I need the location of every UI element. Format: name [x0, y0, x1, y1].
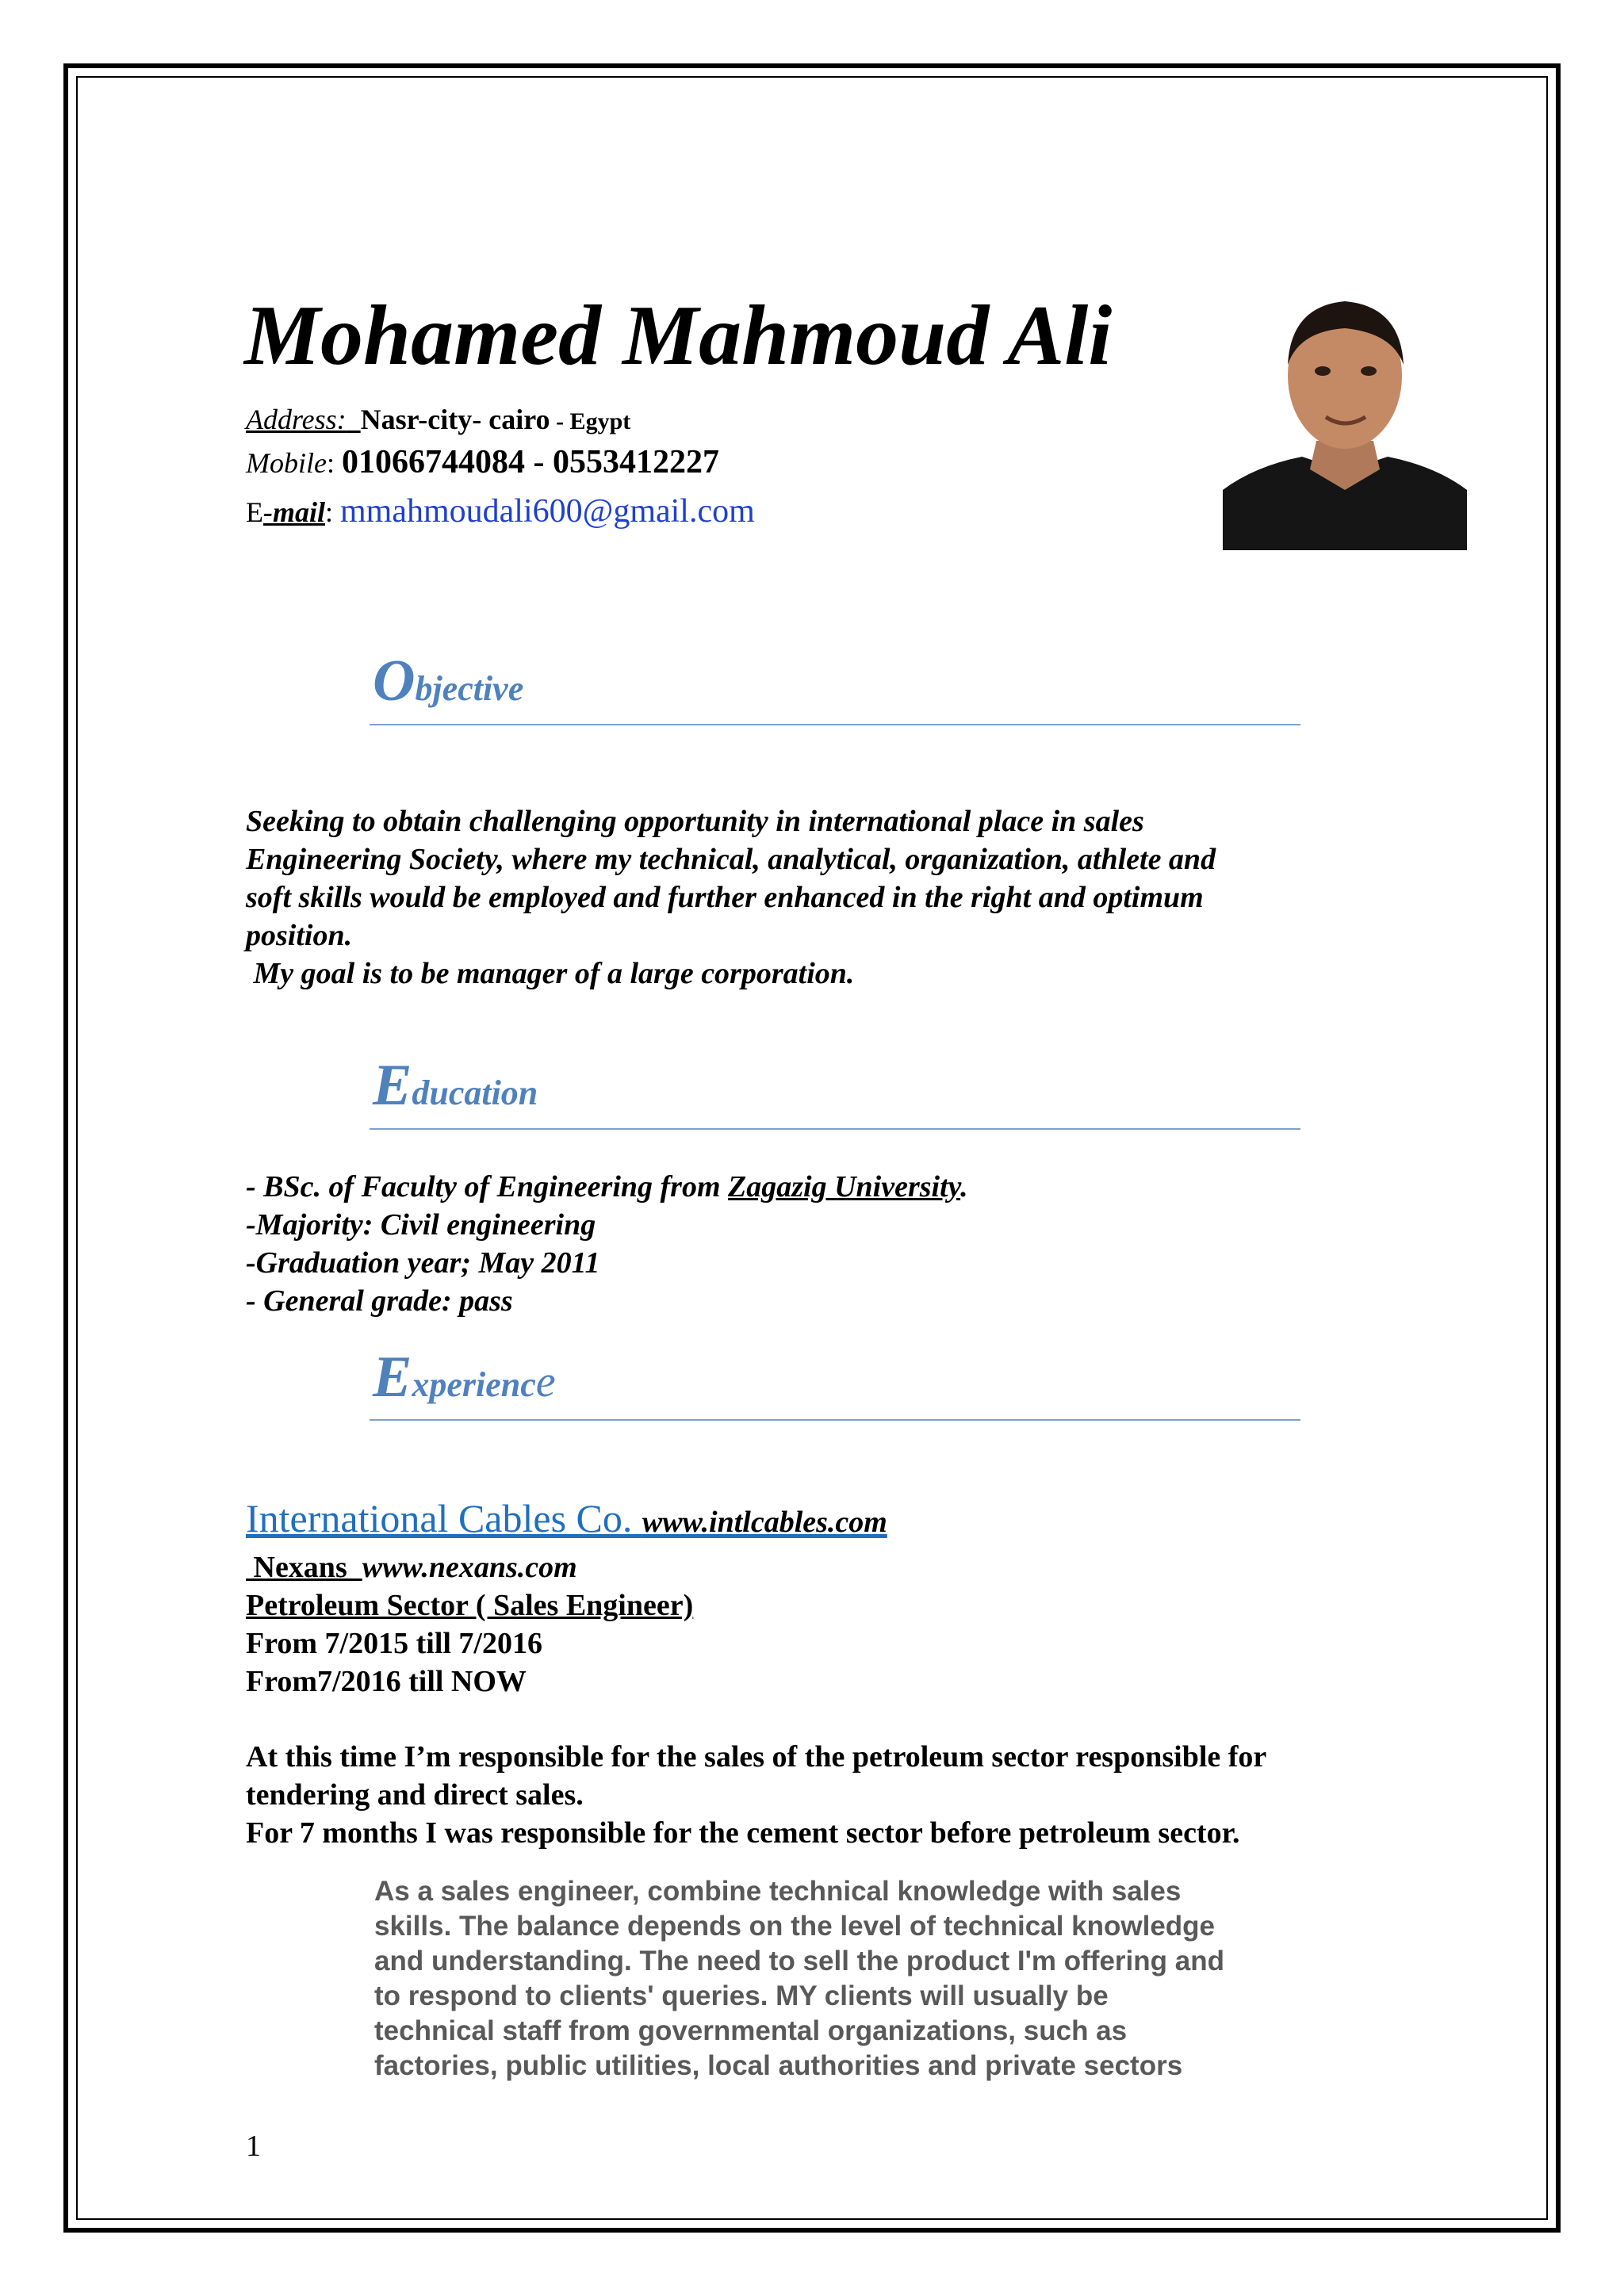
address-value: Nasr-city- cairo: [360, 404, 550, 435]
education-major: -Majority: Civil engineering: [246, 1208, 596, 1242]
experience-title-end: e: [535, 1357, 556, 1406]
section-title-experience: [373, 1345, 556, 1410]
email-label-prefix: E: [246, 496, 263, 528]
objective-line: Seeking to obtain challenging opportunity in international place in sales: [246, 805, 1144, 838]
address-line: [246, 403, 630, 437]
email-line: E-mail: mmahmoudali600@gmail.com: [246, 493, 755, 530]
detail-line: factories, public utilities, local authorities and private sectors: [374, 2050, 1183, 2081]
objective-line: soft skills would be employed and further enhanced in the right and optimum: [246, 881, 1204, 914]
candidate-name: Mohamed Mahmoud Ali: [244, 289, 1113, 383]
detail-line: skills. The balance depends on the level of technical knowledge: [374, 1911, 1216, 1942]
objective-line: Engineering Society, where my technical, analytical, organization, athlete and: [246, 843, 1216, 876]
section-title-education: [373, 1053, 538, 1118]
address-country: - Egypt: [550, 408, 631, 434]
objective-line: My goal is to be manager of a large corporation.: [246, 957, 855, 990]
education-graduation: -Graduation year; May 2011: [246, 1246, 600, 1280]
email-link[interactable]: mmahmoudali600@gmail.com: [340, 493, 755, 530]
experience-detail: [374, 1874, 1342, 2084]
education-title-cap: E: [373, 1053, 412, 1118]
company-line: [246, 1498, 887, 1538]
description-line: At this time I’m responsible for the sales of the petroleum sector responsible for: [246, 1740, 1267, 1774]
objective-text: [246, 802, 1216, 993]
objective-title-cap: O: [373, 649, 416, 714]
mobile-label: Mobile: [246, 447, 327, 479]
education-divider: [370, 1128, 1300, 1130]
description-line: tendering and direct sales.: [246, 1778, 584, 1812]
experience-title-rest: xperienc: [412, 1365, 536, 1404]
person-portrait-icon: [1223, 282, 1467, 550]
objective-divider: [370, 724, 1300, 725]
education-degree: - BSc. of Faculty of Engineering from Zagazig University.: [246, 1170, 968, 1203]
experience-description: [246, 1738, 1388, 1852]
company2-url[interactable]: www.nexans.com: [362, 1551, 577, 1584]
university-name: Zagazig University: [728, 1170, 961, 1203]
period-2: From7/2016 till NOW: [246, 1665, 527, 1698]
job-role: Petroleum Sector ( Sales Engineer): [246, 1589, 694, 1622]
detail-line: to respond to clients' queries. MY clients will usually be: [374, 1980, 1109, 2011]
description-line: For 7 months I was responsible for the cement sector before petroleum sector.: [246, 1816, 1240, 1850]
company2-line: [246, 1552, 577, 1582]
address-label: Address:: [246, 404, 347, 435]
detail-line: As a sales engineer, combine technical knowledge with sales: [374, 1876, 1182, 1907]
period-1: From 7/2015 till 7/2016: [246, 1627, 542, 1660]
experience-divider: [370, 1419, 1300, 1421]
mobile-value: 01066744084 - 0553412227: [342, 444, 719, 480]
company-name-link[interactable]: International Cables Co.: [246, 1496, 642, 1540]
profile-photo: [1223, 282, 1467, 550]
company-url[interactable]: www.intlcables.com: [642, 1506, 887, 1539]
mobile-line: Mobile: 01066744084 - 0553412227: [246, 444, 719, 480]
detail-line: and understanding. The need to sell the product I'm offering and: [374, 1946, 1224, 1976]
company2-name: Nexans: [246, 1551, 362, 1584]
section-title-objective: [373, 649, 524, 714]
objective-line: position.: [246, 919, 353, 952]
page-number: 1: [246, 2130, 261, 2163]
experience-title-cap: E: [373, 1345, 412, 1410]
objective-title-rest: bjective: [415, 669, 524, 708]
education-title-rest: ducation: [412, 1073, 538, 1112]
email-label: -mail: [263, 496, 325, 528]
education-grade: - General grade: pass: [246, 1284, 513, 1318]
detail-line: technical staff from governmental organizations, such as: [374, 2015, 1128, 2046]
